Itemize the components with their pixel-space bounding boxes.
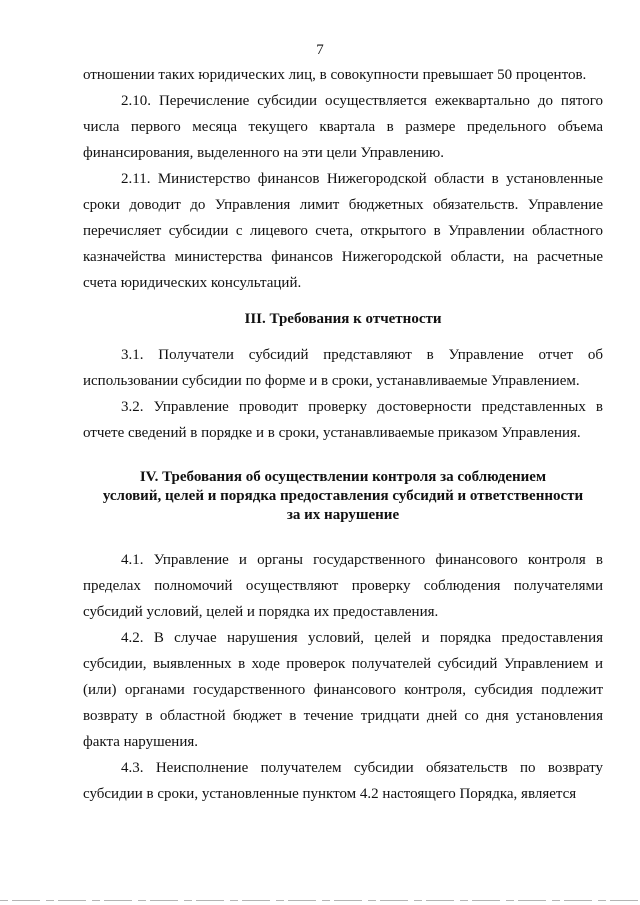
section-3-heading: III. Требования к отчетности (244, 311, 442, 327)
paragraph-2-11: 2.11. Министерство финансов Нижегородской области в установленные сроки доводит до Управления лимит бюджетных обязательств. Управление перечисляет субсидии с лицевого счета, открытого в Управлении областного казначейства министерства финансов Нижегородской области, на расчетные счета юридических консультаций. (83, 171, 603, 291)
paragraph-3-2: 3.2. Управление проводит проверку достоверности представленных в отчете сведений в порядке и в сроки, устанавливаемые приказом Управления. (83, 399, 603, 441)
paragraph-4-2: 4.2. В случае нарушения условий, целей и порядка предоставления субсидии, выявленных в ходе проверок получателей субсидий Управлением и (или) органами государственного финансового контроля, субсидия подлежит возврату в областной бюджет в течение тридцати дней со дня установления факта нарушения. (83, 630, 603, 750)
page-number: 7 (316, 42, 324, 58)
paragraph-2-10: 2.10. Перечисление субсидии осуществляется ежеквартально до пятого числа первого месяца текущего квартала в размере предельного объема финансирования, выделенного на эти цели Управлению. (83, 93, 603, 161)
paragraph-4-3: 4.3. Неисполнение получателем субсидии обязательств по возврату субсидии в сроки, установленные пунктом 4.2 настоящего Порядка, является (83, 760, 603, 802)
section-4-heading-line: IV. Требования об осуществлении контроля за соблюдением (139, 469, 547, 485)
paragraph-continuation: отношении таких юридических лиц, в совокупности превышает 50 процентов. (83, 67, 587, 83)
section-4-heading (83, 468, 603, 525)
paragraph-3-1: 3.1. Получатели субсидий представляют в Управление отчет об использовании субсидии по форме и в сроки, устанавливаемые Управлением. (83, 347, 603, 389)
section-4-heading-line: за их нарушение (286, 507, 400, 523)
section-4-heading-line: условий, целей и порядка предоставления субсидий и ответственности (102, 488, 584, 504)
paragraph-4-1: 4.1. Управление и органы государственного финансового контроля в пределах полномочий осуществляют проверку соблюдения получателями субсидий условий, целей и порядка их предоставления. (83, 552, 603, 620)
scan-artifact-line (0, 900, 640, 901)
document-body (83, 62, 603, 807)
